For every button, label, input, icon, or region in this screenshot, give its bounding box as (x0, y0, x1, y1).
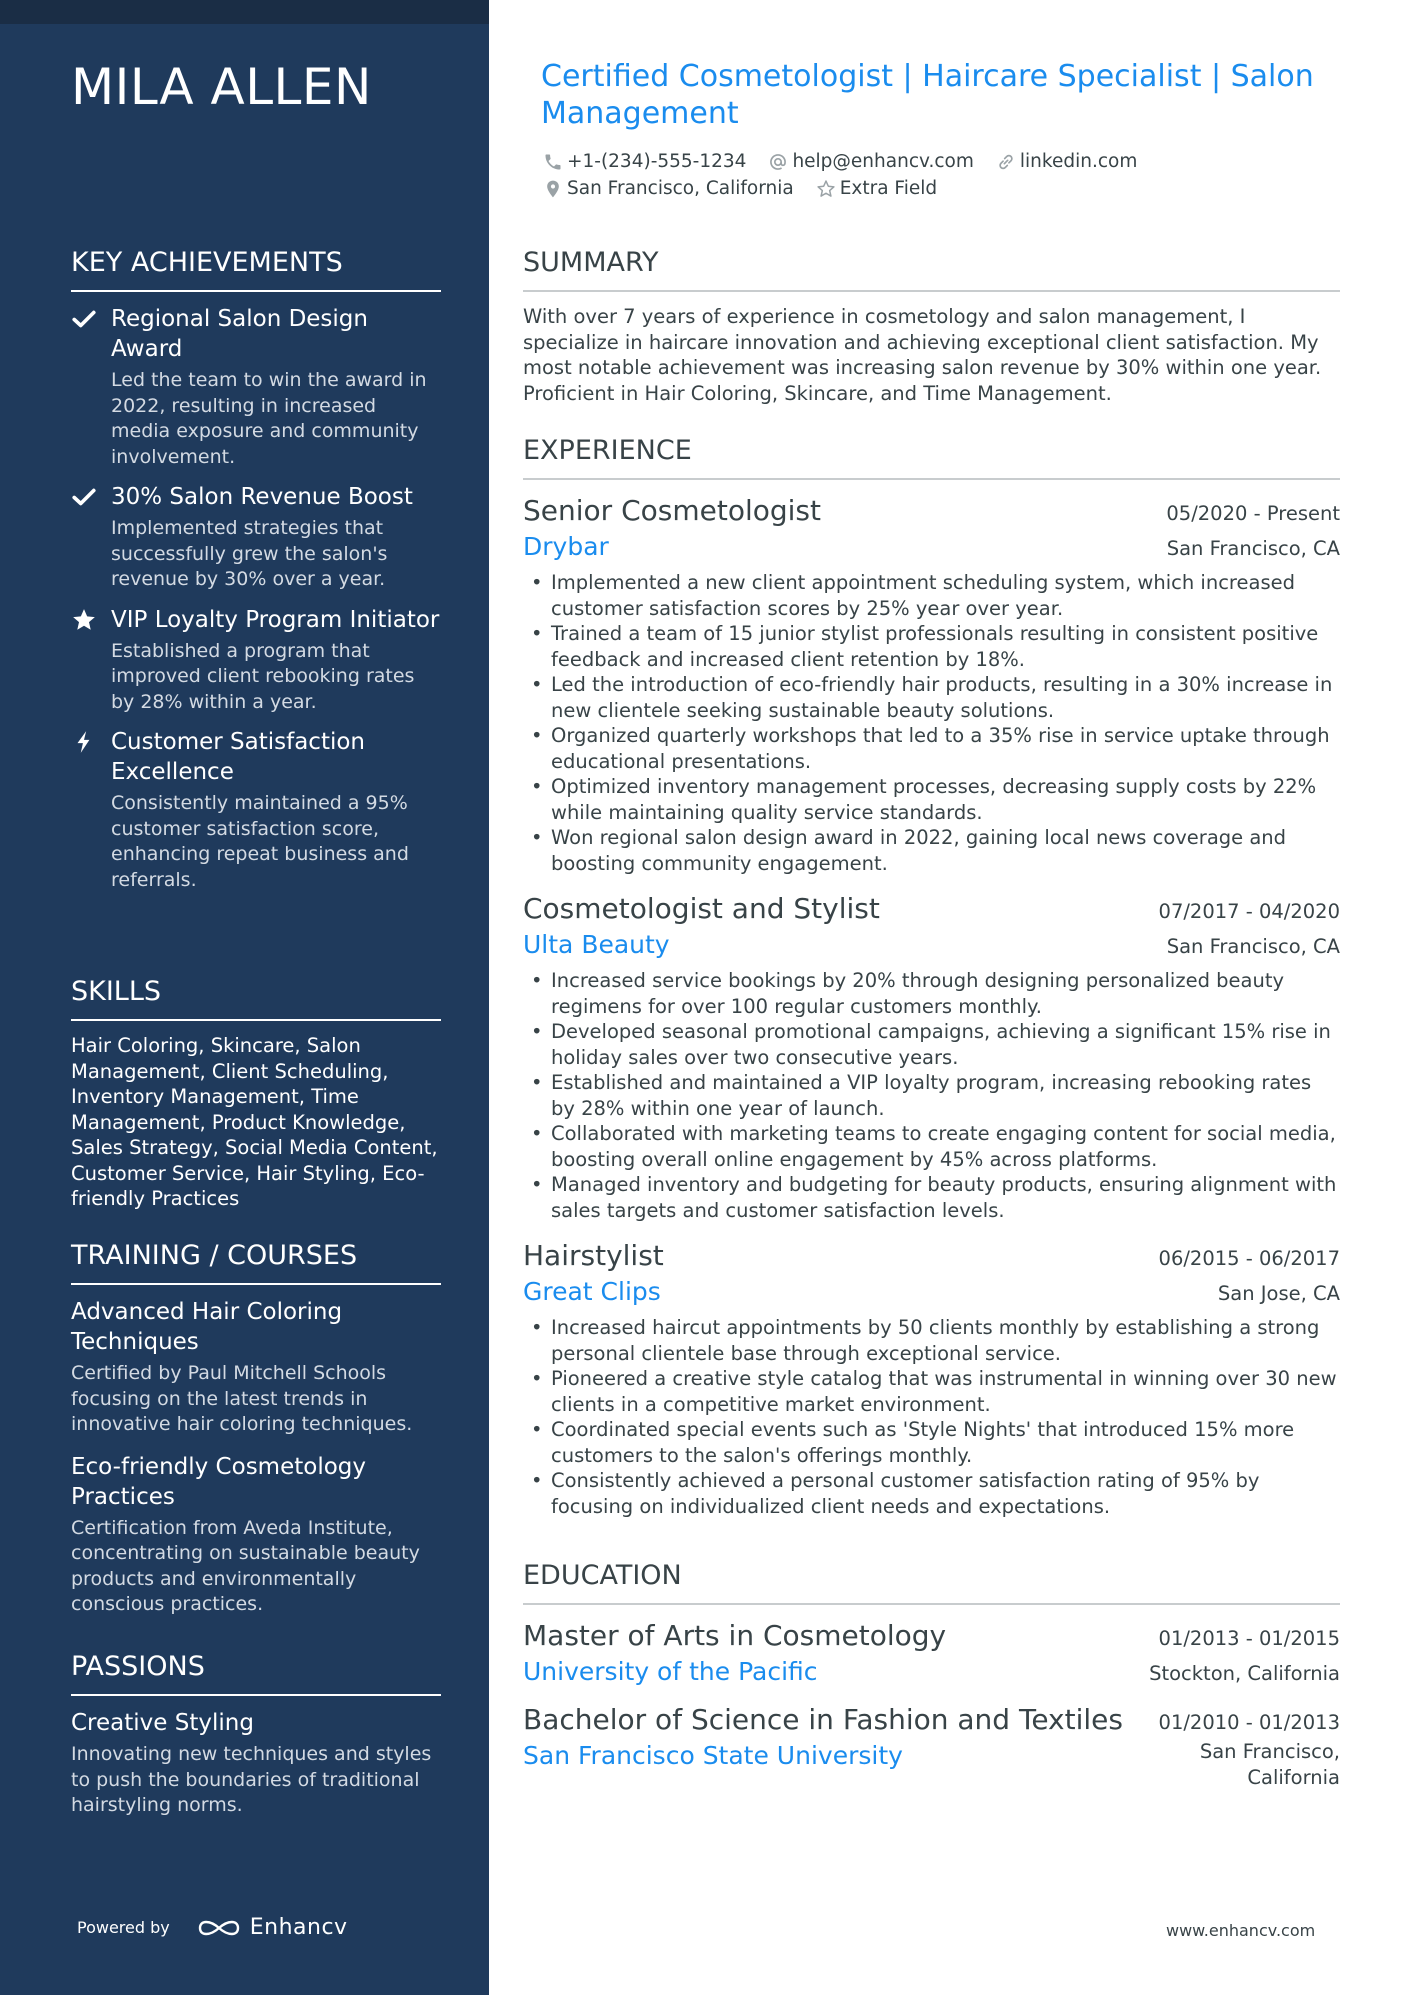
job-title: Senior Cosmetologist (523, 494, 821, 527)
training-section (71, 1240, 441, 1632)
job-bullet: • Implemented a new client appointment scheduling system, which increased customer satisfaction scores by 25% year over year. (523, 570, 1340, 621)
achievement-item (71, 304, 441, 470)
link-icon (996, 152, 1016, 172)
candidate-name: MILA ALLEN (71, 58, 372, 116)
job-subheader (523, 928, 1340, 962)
job-bullet: • Optimized inventory management processes, decreasing supply costs by 22% while maintaining quality service standards. (523, 774, 1340, 825)
education-header (523, 1701, 1340, 1739)
job-entry (523, 492, 1340, 876)
achievements-heading: KEY ACHIEVEMENTS (71, 247, 441, 292)
contact-email[interactable] (768, 151, 973, 172)
achievement-title: Customer Satisfaction Excellence (111, 729, 366, 785)
education-subheader (523, 1739, 1340, 1790)
summary-section (523, 247, 1340, 406)
education-degree: Bachelor of Science in Fashion and Textiles (523, 1703, 1123, 1736)
education-heading: EDUCATION (523, 1560, 1340, 1605)
job-dates: 07/2017 - 04/2020 (1158, 900, 1340, 923)
passions-section (71, 1651, 441, 1833)
job-bullet: • Consistently achieved a personal customer satisfaction rating of 95% by focusing on individualized client needs and expectations. (523, 1468, 1340, 1519)
job-bullet: • Pioneered a creative style catalog that was instrumental in winning over 30 new clients in a competitive market environment. (523, 1366, 1340, 1417)
achievement-desc: Led the team to win the award in 2022, resulting in increased media exposure and community involvement. (111, 369, 427, 468)
passions-heading: PASSIONS (71, 1651, 441, 1696)
job-location: San Jose, CA (1217, 1282, 1340, 1305)
skills-list: Hair Coloring, Skincare, Salon Management, Client Scheduling, Inventory Management, Time Management, Product Knowledge, Sales Strategy, Social Media Content, Customer Service, Hair Styling, Eco-friendly Practices (71, 1034, 438, 1210)
achievement-item (71, 482, 441, 593)
education-subheader (523, 1655, 1340, 1689)
job-company: Great Clips (523, 1277, 661, 1306)
job-header (523, 1237, 1340, 1275)
course-item (71, 1452, 441, 1618)
link-text: linkedin.com (1019, 151, 1138, 172)
education-location: Stockton, California (1149, 1662, 1340, 1685)
course-desc: Certification from Aveda Institute, concentrating on sustainable beauty products and environmentally conscious practices. (71, 1516, 420, 1615)
course-desc: Certified by Paul Mitchell Schools focusing on the latest trends in innovative hair coloring techniques. (71, 1362, 413, 1435)
job-subheader (523, 1275, 1340, 1309)
sidebar-top-strip (0, 0, 489, 24)
achievement-desc: Established a program that improved client rebooking rates by 28% within a year. (111, 639, 415, 713)
passion-desc: Innovating new techniques and styles to push the boundaries of traditional hairstyling norms. (71, 1743, 432, 1816)
achievements-section (71, 247, 441, 905)
job-bullet: • Established and maintained a VIP loyalty program, increasing rebooking rates by 28% within one year of launch. (523, 1070, 1340, 1121)
job-bullet: • Collaborated with marketing teams to create engaging content for social media, boosting overall online engagement by 45% across platforms. (523, 1121, 1340, 1172)
job-dates: 05/2020 - Present (1166, 502, 1340, 525)
achievement-item (71, 605, 441, 716)
education-section (523, 1560, 1340, 1802)
job-header (523, 492, 1340, 530)
education-degree: Master of Arts in Cosmetology (523, 1619, 947, 1652)
education-location: San Francisco, California (1199, 1740, 1340, 1789)
education-header (523, 1617, 1340, 1655)
website-footer[interactable]: www.enhancv.com (1166, 1921, 1316, 1940)
training-heading: TRAINING / COURSES (71, 1240, 441, 1285)
job-bullet: • Managed inventory and budgeting for beauty products, ensuring alignment with sales targets and customer satisfaction levels. (523, 1172, 1340, 1223)
course-title: Eco-friendly Cosmetology Practices (71, 1453, 366, 1510)
job-title: Hairstylist (523, 1239, 664, 1272)
enhancv-logo-icon (196, 1916, 242, 1940)
experience-section (523, 435, 1340, 1533)
job-company: Drybar (523, 532, 609, 561)
contact-extra (816, 178, 937, 199)
education-entry (523, 1701, 1340, 1790)
job-title: Cosmetologist and Stylist (523, 892, 880, 925)
contact-row (543, 175, 1333, 202)
achievement-title: Regional Salon Design Award (111, 306, 368, 362)
extra-field-text: Extra Field (839, 178, 938, 199)
at-icon (768, 152, 788, 172)
passion-item (71, 1708, 441, 1819)
summary-heading: SUMMARY (523, 247, 1340, 292)
job-bullets (523, 1315, 1340, 1519)
phone-icon (543, 152, 563, 172)
job-location: San Francisco, CA (1166, 537, 1340, 560)
course-item (71, 1297, 441, 1438)
achievement-title: 30% Salon Revenue Boost (111, 484, 413, 510)
job-bullet: • Trained a team of 15 junior stylist professionals resulting in consistent positive feedback and increased client retention by 18%. (523, 621, 1340, 672)
passion-title: Creative Styling (71, 1710, 254, 1736)
job-bullet: • Developed seasonal promotional campaigns, achieving a significant 15% rise in holiday sales over two consecutive years. (523, 1019, 1340, 1070)
skills-heading: SKILLS (71, 976, 441, 1021)
location-pin-icon (543, 179, 563, 199)
sidebar (0, 0, 489, 1995)
achievement-title: VIP Loyalty Program Initiator (111, 606, 440, 633)
job-entry (523, 890, 1340, 1223)
star-outline-icon (816, 179, 836, 199)
powered-by (77, 1915, 348, 1940)
course-title: Advanced Hair Coloring Techniques (71, 1299, 343, 1355)
job-bullet: • Increased service bookings by 20% through designing personalized beauty regimens for over 100 regular customers monthly. (523, 968, 1340, 1019)
phone-text: +1-(234)-555-1234 (567, 151, 747, 172)
contact-row (543, 148, 1333, 175)
skills-section (71, 976, 441, 1212)
check-icon (71, 306, 97, 332)
job-bullet: • Led the introduction of eco-friendly hair products, resulting in a 30% increase in new clientele seeking sustainable beauty solutions. (523, 672, 1340, 723)
star-icon (71, 607, 97, 633)
powered-by-label: Powered by (77, 1918, 170, 1937)
education-school: University of the Pacific (523, 1657, 818, 1686)
education-dates: 01/2010 - 01/2013 (1158, 1711, 1340, 1734)
job-header (523, 890, 1340, 928)
achievement-item (71, 727, 441, 893)
job-bullet: • Organized quarterly workshops that led to a 35% rise in service uptake through educational presentations. (523, 723, 1340, 774)
enhancv-brand-name: Enhancv (249, 1915, 348, 1940)
achievement-desc: Consistently maintained a 95% customer satisfaction score, enhancing repeat business and referrals. (111, 792, 409, 891)
job-bullet: • Won regional salon design award in 2022, gaining local news coverage and boosting community engagement. (523, 825, 1340, 876)
job-bullets (523, 968, 1340, 1223)
check-icon (71, 484, 97, 510)
job-bullet: • Increased haircut appointments by 50 clients monthly by establishing a strong personal clientele base through exceptional service. (523, 1315, 1340, 1366)
achievement-desc: Implemented strategies that successfully grew the salon's revenue by 30% over a year. (111, 517, 388, 590)
location-text: San Francisco, California (567, 178, 794, 199)
contact-phone[interactable] (543, 151, 746, 172)
job-bullets (523, 570, 1340, 876)
bolt-icon (71, 729, 97, 755)
experience-heading: EXPERIENCE (523, 435, 1340, 480)
job-company: Ulta Beauty (523, 930, 670, 959)
summary-text: With over 7 years of experience in cosmetology and salon management, I specialize in haircare innovation and achieving exceptional client satisfaction. My most notable achievement was increasing salon revenue by 30% within one year. Proficient in Hair Coloring, Skincare, and Time Management. (523, 305, 1322, 405)
job-entry (523, 1237, 1340, 1519)
contact-link[interactable] (996, 151, 1137, 172)
education-entry (523, 1617, 1340, 1689)
education-school: San Francisco State University (523, 1741, 903, 1770)
contact-info (543, 148, 1333, 202)
job-location: San Francisco, CA (1166, 935, 1340, 958)
job-dates: 06/2015 - 06/2017 (1158, 1247, 1340, 1270)
email-text: help@enhancv.com (792, 151, 974, 172)
education-dates: 01/2013 - 01/2015 (1158, 1627, 1340, 1650)
headline: Certified Cosmetologist | Haircare Specialist | Salon Management (541, 59, 1314, 131)
job-subheader (523, 530, 1340, 564)
job-bullet: • Coordinated special events such as 'Style Nights' that introduced 15% more customers to the salon's offerings monthly. (523, 1417, 1340, 1468)
contact-location (543, 178, 794, 199)
